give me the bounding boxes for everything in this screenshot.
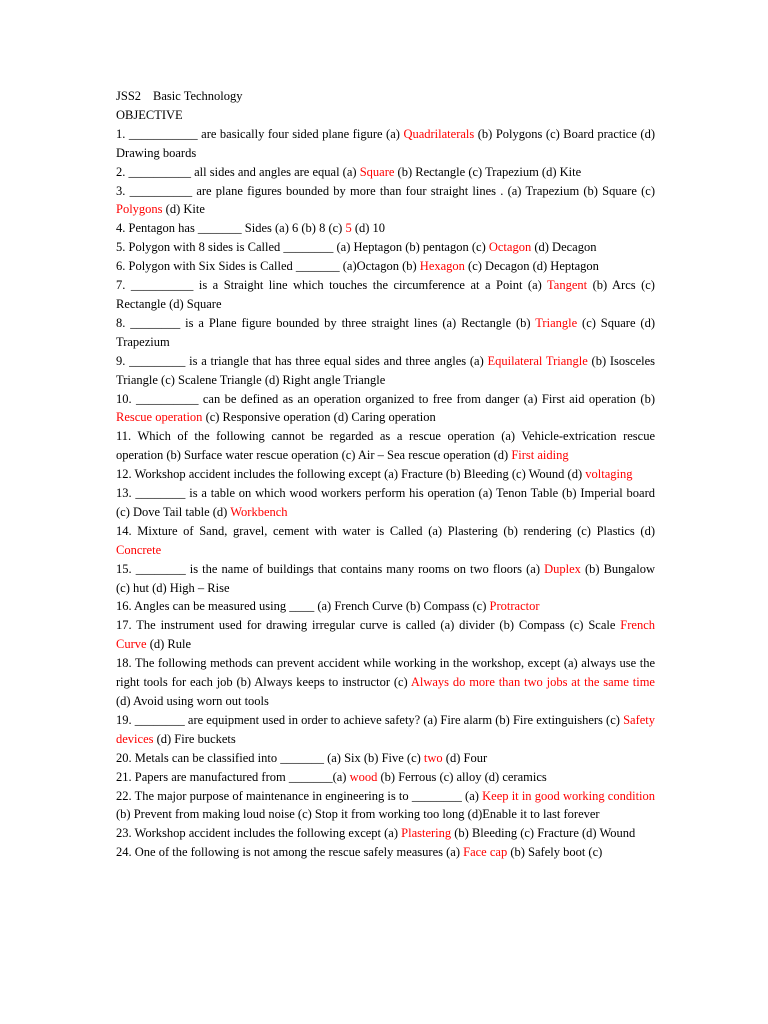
question-text: (b) Arcs (c) Rectangle (d) Square	[116, 278, 655, 311]
question-text: (b) Prevent from making loud noise (c) Stop it from working too long (d)Enable it to last forever	[116, 807, 600, 822]
question-text: 5. Polygon with 8 sides is Called ________ (a) Heptagon (b) pentagon (c)	[116, 240, 489, 255]
question-text: 16. Angles can be measured using ____ (a) French Curve (b) Compass (c)	[116, 599, 490, 614]
answer-text: Concrete	[116, 542, 162, 557]
answer-text: voltaging	[585, 467, 633, 482]
answer-text: Always do more than two jobs at the same time	[410, 675, 655, 690]
question-item	[116, 465, 655, 484]
question-item	[116, 182, 655, 220]
question-text: 6. Polygon with Six Sides is Called _______ (a)Octagon (b)	[116, 259, 420, 274]
question-text: (b) Safely boot (c)	[507, 845, 603, 860]
question-text: 24. One of the following is not among the rescue safely measures (a)	[116, 845, 464, 860]
document-page	[116, 87, 655, 862]
question-text: 1. ___________ are basically four sided plane figure (a)	[116, 126, 404, 141]
question-item	[116, 484, 655, 522]
question-text: (b) Rectangle (c) Trapezium (d) Kite	[394, 164, 582, 179]
question-text: 4. Pentagon has _______ Sides (a) 6 (b) 8 (c)	[116, 221, 346, 236]
question-text: (c) Decagon (d) Heptagon	[464, 259, 599, 274]
question-text: (c) Square (d) Trapezium	[116, 315, 655, 349]
question-item	[116, 749, 655, 768]
question-item	[116, 824, 655, 843]
answer-text: Equilateral Triangle	[487, 353, 588, 368]
question-text: (d) Four	[442, 750, 488, 765]
answer-text: Plastering	[401, 826, 452, 841]
question-item	[116, 843, 655, 862]
question-text: 19. ________ are equipment used in order to achieve safety? (a) Fire alarm (b) Fire extinguishers (c)	[116, 712, 624, 727]
question-text: 13. ________ is a table on which wood workers perform his operation (a) Tenon Table (b) Imperial board (c) Dove Tail table (d)	[116, 486, 655, 519]
answer-text: Safety devices	[116, 712, 655, 746]
question-text: (d) Decagon	[531, 240, 597, 255]
answer-text: Workbench	[230, 504, 288, 519]
question-item	[116, 616, 655, 654]
question-text: 22. The major purpose of maintenance in engineering is to ________ (a)	[116, 788, 483, 803]
answer-text: French Curve	[116, 618, 655, 652]
question-text: 18. The following methods can prevent accident while working in the workshop, except (a) always use the right tools for each job (b) Always keeps to instructor (c)	[116, 656, 655, 690]
question-text: 2. __________ all sides and angles are equal (a)	[116, 164, 360, 179]
question-text: 12. Workshop accident includes the following except (a) Fracture (b) Bleeding (c) Wound (d)	[116, 467, 586, 482]
question-text: 23. Workshop accident includes the following except (a)	[116, 826, 402, 841]
question-item	[116, 711, 655, 749]
question-item	[116, 597, 655, 616]
question-text: 10. __________ can be defined as an operation organized to free from danger (a) First aid operation (b)	[116, 391, 655, 406]
question-text: 9. _________ is a triangle that has three equal sides and three angles (a)	[116, 353, 488, 368]
question-list	[116, 125, 655, 862]
question-text: 20. Metals can be classified into _______ (a) Six (b) Five (c)	[116, 750, 424, 765]
question-text: 8. ________ is a Plane figure bounded by three straight lines (a) Rectangle (b)	[116, 315, 536, 330]
document-header	[116, 87, 655, 106]
question-item	[116, 522, 655, 560]
question-text: (b) Bungalow (c) hut (d) High – Rise	[116, 561, 655, 595]
question-text: (b) Bleeding (c) Fracture (d) Wound	[451, 826, 636, 841]
section-heading: OBJECTIVE	[116, 107, 183, 122]
question-item	[116, 560, 655, 598]
question-text: 21. Papers are manufactured from _______(a)	[116, 769, 350, 784]
answer-text: two	[423, 750, 443, 765]
question-item	[116, 125, 655, 163]
question-text: 14. Mixture of Sand, gravel, cement with water is Called (a) Plastering (b) rendering (c) Plastics (d)	[116, 523, 655, 538]
question-text: 11. Which of the following cannot be regarded as a rescue operation (a) Vehicle-extrication rescue operation (b) Surface water rescue operation (c) Air – Sea rescue operation (d)	[116, 429, 655, 463]
answer-text: Tangent	[547, 278, 588, 293]
class-label: JSS2	[116, 89, 142, 103]
answer-text: Keep it in good working condition	[482, 788, 656, 803]
question-item	[116, 238, 655, 257]
question-item	[116, 390, 655, 428]
question-item	[116, 219, 655, 238]
answer-text: Rescue operation	[116, 410, 203, 425]
answer-text: Face cap	[463, 845, 508, 860]
question-item	[116, 427, 655, 465]
question-text: (b) Polygons (c) Board practice (d) Drawing boards	[116, 126, 655, 160]
question-text: 7. __________ is a Straight line which touches the circumference at a Point (a)	[116, 278, 548, 293]
question-item	[116, 654, 655, 711]
question-item	[116, 352, 655, 390]
answer-text: Octagon	[488, 240, 532, 255]
answer-text: Triangle	[535, 315, 578, 330]
question-text: (d) Kite	[162, 202, 205, 217]
question-text: (d) 10	[351, 221, 386, 236]
answer-text: Protractor	[489, 599, 540, 614]
answer-text: 5	[345, 221, 352, 236]
answer-text: First aiding	[511, 448, 569, 463]
question-text: (c) Responsive operation (d) Caring operation	[202, 410, 436, 425]
question-item	[116, 768, 655, 787]
question-text: 3. __________ are plane figures bounded by more than four straight lines . (a) Trapezium (b) Square (c)	[116, 183, 655, 198]
question-item	[116, 276, 655, 314]
question-text: (b) Ferrous (c) alloy (d) ceramics	[377, 769, 547, 784]
subject-title: Basic Technology	[153, 89, 243, 103]
answer-text: Polygons	[116, 202, 163, 217]
question-text: (b) Isosceles Triangle (c) Scalene Triangle (d) Right angle Triangle	[116, 353, 656, 387]
answer-text: Quadrilaterals	[403, 126, 475, 141]
question-text: 15. ________ is the name of buildings that contains many rooms on two floors (a)	[116, 561, 545, 576]
question-text: 17. The instrument used for drawing irregular curve is called (a) divider (b) Compass (c) Scale	[116, 618, 621, 633]
question-text: (d) Rule	[146, 637, 191, 652]
question-item	[116, 163, 655, 182]
answer-text: Square	[359, 164, 395, 179]
answer-text: Duplex	[544, 561, 581, 576]
question-item	[116, 787, 655, 825]
question-text: (d) Avoid using worn out tools	[116, 694, 269, 708]
question-item	[116, 257, 655, 276]
question-text: (d) Fire buckets	[153, 731, 236, 746]
answer-text: Hexagon	[419, 259, 465, 274]
question-item	[116, 314, 655, 352]
answer-text: wood	[349, 769, 378, 784]
